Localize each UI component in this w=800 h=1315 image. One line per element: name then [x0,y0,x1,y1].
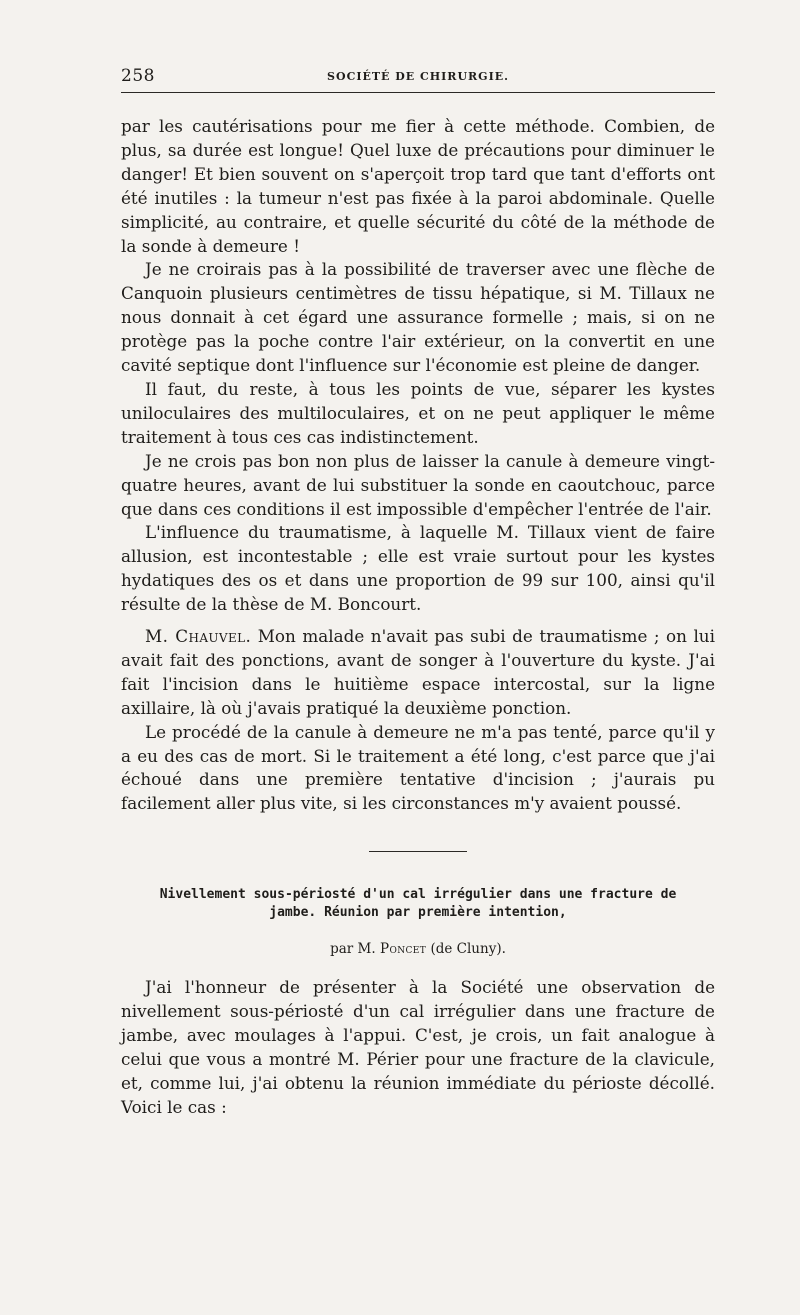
paragraph-5: L'influence du traumatisme, à laquelle M. Tillaux vient de faire allusion, est incontestable ; elle est vraie surtout pour les kystes hydatiques des os et dans une proportion de 99 sur 100, ainsi qu'il résulte de la thèse de M. Boncourt. [121,522,715,615]
page-number: 258 [121,66,155,86]
byline-suffix: (de Cluny). [430,941,506,958]
paragraph-7: Le procédé de la canule à demeure ne m'a pas tenté, parce qu'il y a eu des cas de mort. Si le traitement a été long, c'est parce que j'ai échoué dans une première tentative d'incision ; j'aurais pu facilement aller plus vite, si les circonstances m'y avaient poussé. [121,721,715,814]
paragraph-2: Je ne croirais pas à la possibilité de traverser avec une flèche de Canquoin plusieurs centimètres de tissu hépatique, si M. Tillaux ne nous donnait à cet égard une assurance formelle ; mais, si on ne protège pas la poche contre l'air extérieur, on la convertit en une cavité septique dont l'influence sur l'économie est pleine de danger. [121,259,715,376]
paragraph-6-text: Mon malade n'avait pas subi de traumatisme ; on lui avait fait des ponctions, avant de songer à l'ouverture du kyste. J'ai fait l'incision dans le huitième espace intercostal, sur la ligne axillaire, là où j'avais pratiqué la deuxième ponction. [121,626,715,718]
speaker-name: M. Chauvel. [145,626,252,647]
section-title-line-1: Nivellement sous-périosté d'un cal irrégulier dans une fracture de [159,887,677,903]
section-divider [369,851,467,852]
byline-author: Poncet [379,941,427,958]
paragraph-1: par les cautérisations pour me fier à cette méthode. Combien, de plus, sa durée est longue! Quel luxe de précautions pour diminuer le danger! Et bien souvent on s'aperçoit trop tard que tant d'efforts ont été inutiles : la tumeur n'est pas fixée à la paroi abdominale. Quelle simplicité, au contraire, et quelle sécurité du côté de la méthode de la sonde à demeure ! [121,116,715,256]
running-title: SOCIÉTÉ DE CHIRURGIE. [327,70,509,83]
byline [121,940,715,958]
paragraph-gap [121,617,715,625]
page-content [121,115,715,1120]
byline-prefix: par M. [330,941,376,958]
section-title-line-2: jambe. Réunion par première intention, [269,905,567,921]
paragraph-3: Il faut, du reste, à tous les points de vue, séparer les kystes uniloculaires des multiloculaires, et on ne peut appliquer le même traitement à tous ces cas indistinctement. [121,378,715,447]
section-paragraph-1: J'ai l'honneur de présenter à la Société une observation de nivellement sous-périosté d'un cal irrégulier dans une fracture de jambe, avec moulages à l'appui. C'est, je crois, un fait analogue à celui que vous a montré M. Périer pour une fracture de la clavicule, et, comme lui, j'ai obtenu la réunion immédiate du périoste décollé. Voici le cas : [121,977,715,1117]
book-page [121,64,715,1284]
section-title [121,886,715,922]
paragraph-4: Je ne crois pas bon non plus de laisser la canule à demeure vingt-quatre heures, avant de lui substituer la sonde en caoutchouc, parce que dans ces conditions il est impossible d'empêcher l'entrée de l'air. [121,450,715,519]
running-head [121,64,715,93]
paragraph-6 [121,625,715,721]
